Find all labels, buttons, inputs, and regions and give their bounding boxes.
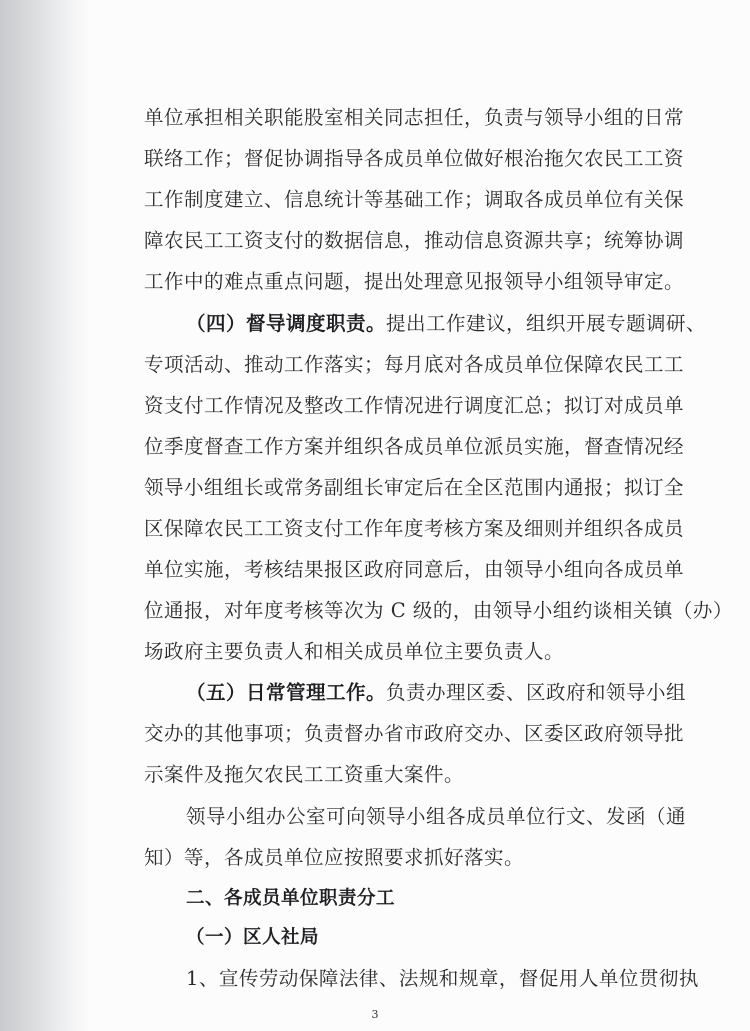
section-four-heading: （四）督导调度职责。 <box>186 312 387 335</box>
text-line: 知）等，各成员单位应按照要求抓好落实。 <box>144 846 525 869</box>
text-line: 工作中的难点重点问题，提出处理意见报领导小组领导审定。 <box>144 270 685 293</box>
text-line: 工作制度建立、信息统计等基础工作；调取各成员单位有关保 <box>144 188 685 211</box>
paragraph-four <box>186 311 706 337</box>
text-line: 单位承担相关职能股室相关同志担任，负责与领导小组的日常 <box>144 106 685 129</box>
text-line: 领导小组组长或常务副组长审定后在全区范围内通报；拟订全 <box>144 476 685 499</box>
text-line: 单位实施，考核结果报区政府同意后，由领导小组向各成员单 <box>144 558 685 581</box>
text-line: 位通报，对年度考核等次为 C 级的，由领导小组约谈相关镇（办） <box>144 599 733 622</box>
subsection-heading: （一）区人社局 <box>186 927 320 948</box>
section-five-heading: （五）日常管理工作。 <box>186 681 387 704</box>
page-number: 3 <box>371 1008 379 1021</box>
text-line: 位季度督查工作方案并组织各成员单位派员实施，督查情况经 <box>144 435 685 458</box>
text-line: 联络工作；督促协调指导各成员单位做好根治拖欠农民工工资 <box>144 147 685 170</box>
text-line: 资支付工作情况及整改工作情况进行调度汇总；拟订对成员单 <box>144 394 685 417</box>
text-line: 提出工作建议，组织开展专题调研、 <box>386 312 707 335</box>
text-line: 示案件及拖欠农民工工资重大案件。 <box>144 763 465 786</box>
text-line: 专项活动、推动工作落实；每月底对各成员单位保障农民工工 <box>144 353 685 376</box>
text-line: 交办的其他事项；负责督办省市政府交办、区委区政府领导批 <box>144 722 685 745</box>
text-line: 区保障农民工工资支付工作年度考核方案及细则并组织各成员 <box>144 517 685 540</box>
text-line: 障农民工工资支付的数据信息，推动信息资源共享；统筹协调 <box>144 229 685 252</box>
text-line: 领导小组办公室可向领导小组各成员单位行文、发函（通 <box>186 805 687 828</box>
section-two-heading: 二、各成员单位职责分工 <box>186 888 396 909</box>
text-line: 1、宣传劳动保障法律、法规和规章，督促用人单位贯彻执 <box>186 967 699 990</box>
paragraph-five <box>186 680 686 706</box>
text-line: 场政府主要负责人和相关成员单位主要负责人。 <box>144 640 565 663</box>
text-line: 负责办理区委、区政府和领导小组 <box>386 681 687 704</box>
